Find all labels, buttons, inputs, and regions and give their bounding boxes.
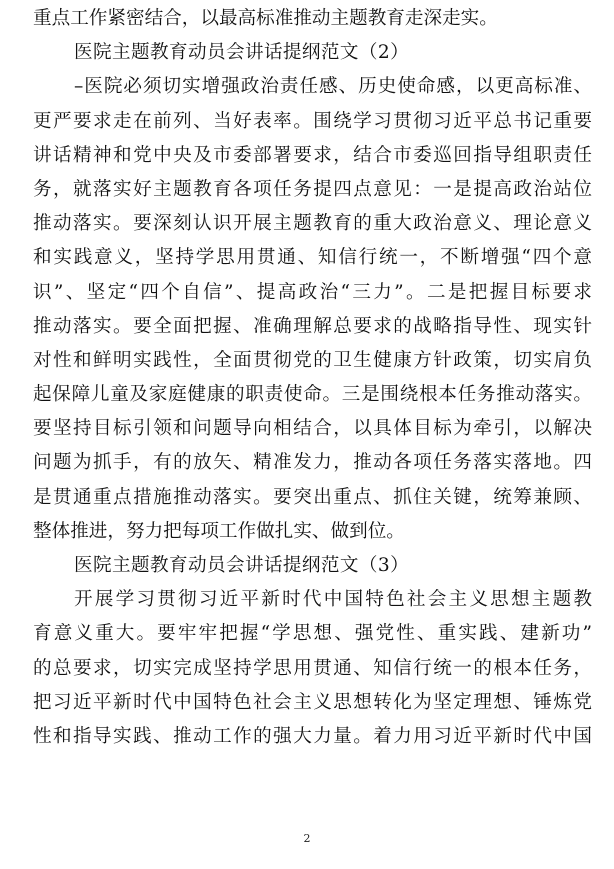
body-line: 性和指导实践、推动工作的强大力量。着力用习近平新时代中国	[33, 725, 592, 747]
body-line: 育意义重大。要牢牢把握“学思想、强党性、重实践、建新功”	[33, 623, 592, 645]
body-line: 和实践意义，坚持学思用贯通、知信行统一，不断增强“四个意	[33, 247, 592, 269]
body-line: 更严要求走在前列、当好表率。围绕学习贯彻习近平总书记重要	[33, 110, 592, 132]
body-line: 把习近平新时代中国特色社会主义思想转化为坚定理想、锤炼党	[33, 691, 592, 713]
body-line: 对性和鲜明实践性，全面贯彻党的卫生健康方针政策，切实肩负	[33, 349, 592, 371]
body-line: –医院必须切实增强政治责任感、历史使命感，以更高标准、	[74, 76, 592, 98]
body-line: 讲话精神和党中央及市委部署要求，结合市委巡回指导组职责任	[33, 144, 592, 166]
body-line: 重点工作紧密结合，以最高标准推动主题教育走深走实。	[33, 8, 498, 29]
page-number: 2	[303, 832, 311, 845]
section-heading-2: 医院主题教育动员会讲话提纲范文（2）	[74, 42, 410, 64]
body-line: 开展学习贯彻习近平新时代中国特色社会主义思想主题教	[74, 589, 592, 611]
body-line: 问题为抓手，有的放矢、精准发力，推动各项任务落实落地。四	[33, 452, 592, 474]
body-line: 要坚持目标引领和问题导向相结合，以具体目标为牵引，以解决	[33, 418, 592, 440]
body-line: 务，就落实好主题教育各项任务提四点意见：一是提高政治站位	[33, 178, 592, 200]
section-heading-3: 医院主题教育动员会讲话提纲范文（3）	[74, 555, 410, 576]
body-line: 推动落实。要深刻认识开展主题教育的重大政治意义、理论意义	[33, 213, 592, 235]
body-line: 的总要求，切实完成坚持学思用贯通、知信行统一的根本任务，	[33, 657, 592, 679]
body-line: 起保障儿童及家庭健康的职责使命。三是围绕根本任务推动落实。	[33, 384, 592, 406]
body-line: 推动落实。要全面把握、准确理解总要求的战略指导性、现实针	[33, 315, 592, 337]
body-line: 识”、坚定“四个自信”、提高政治“三力”。二是把握目标要求	[33, 281, 592, 303]
body-line: 是贯通重点措施推动落实。要突出重点、抓住关键，统筹兼顾、	[33, 486, 592, 508]
body-line: 整体推进，努力把每项工作做扎实、做到位。	[33, 520, 405, 542]
